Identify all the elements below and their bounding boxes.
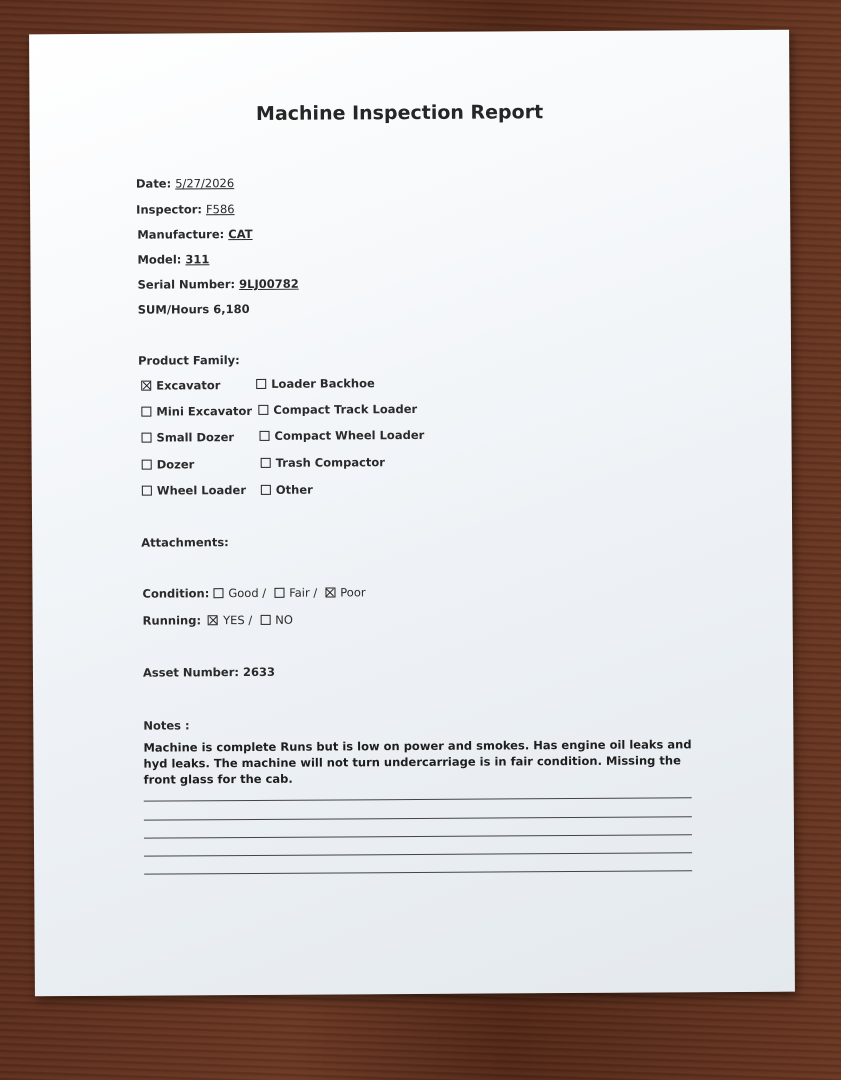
option-compact-wheel-loader[interactable]: Compact Wheel Loader — [259, 428, 424, 443]
option-compact-track-loader[interactable]: Compact Track Loader — [258, 402, 417, 417]
checkbox-poor-checked-icon[interactable] — [325, 587, 335, 597]
condition-label: Condition: — [142, 586, 210, 601]
manufacture-value: CAT — [228, 226, 253, 242]
checkbox-icon[interactable] — [256, 379, 266, 389]
notes-line — [144, 797, 692, 801]
model-row — [137, 252, 209, 266]
asset-label: Asset Number: — [142, 665, 240, 680]
condition-fair: Fair / — [289, 585, 318, 600]
report-title: Machine Inspection Report — [255, 101, 544, 125]
condition-row — [142, 585, 365, 600]
serial-label: Serial Number: — [137, 277, 236, 292]
condition-poor: Poor — [340, 585, 366, 600]
inspector-label: Inspector: — [136, 202, 203, 217]
date-label: Date: — [135, 176, 172, 191]
checkbox-icon[interactable] — [142, 433, 152, 443]
hours-row — [138, 302, 250, 317]
notes-line — [144, 834, 692, 838]
product-family-label: Product Family: — [138, 353, 240, 368]
date-value: 5/27/2026 — [175, 176, 235, 191]
running-label: Running: — [142, 613, 202, 628]
checkbox-icon[interactable] — [261, 458, 271, 468]
running-no: NO — [275, 612, 293, 627]
checkbox-icon[interactable] — [141, 407, 151, 417]
report-paper — [29, 30, 795, 997]
manufacture-row — [137, 227, 252, 242]
checkbox-icon[interactable] — [142, 460, 152, 470]
running-row — [143, 613, 293, 628]
condition-good: Good / — [228, 585, 267, 601]
notes-text: Machine is complete Runs but is low on power and smokes. Has engine oil leaks and hyd leaks. The machine will not turn undercarriage is in fair condition. Missing the front glass for the cab. — [143, 737, 692, 787]
checkbox-icon[interactable] — [261, 485, 271, 495]
checkbox-icon[interactable] — [259, 431, 269, 441]
asset-value: 2633 — [242, 664, 276, 680]
option-wheel-loader[interactable]: Wheel Loader — [142, 483, 246, 498]
option-other[interactable]: Other — [261, 483, 313, 497]
checkbox-icon[interactable] — [258, 405, 268, 415]
notes-line — [144, 870, 692, 874]
checkbox-fair-icon[interactable] — [274, 588, 284, 598]
option-excavator[interactable]: Excavator — [141, 378, 220, 392]
hours-label: SUM/Hours — [137, 302, 210, 317]
option-loader-backhoe[interactable]: Loader Backhoe — [256, 376, 375, 391]
option-small-dozer[interactable]: Small Dozer — [141, 430, 234, 445]
hours-value: 6,180 — [213, 301, 250, 317]
attachments-label: Attachments: — [141, 535, 229, 550]
inspector-value: F586 — [205, 202, 235, 217]
checkbox-yes-checked-icon[interactable] — [208, 615, 218, 625]
serial-value: 9LJ00782 — [239, 276, 299, 292]
option-dozer[interactable]: Dozer — [142, 457, 195, 471]
date-row — [136, 176, 234, 191]
asset-row — [143, 665, 275, 680]
manufacture-label: Manufacture: — [137, 227, 225, 242]
checkbox-no-icon[interactable] — [260, 615, 270, 625]
notes-label: Notes : — [143, 718, 190, 733]
notes-line — [144, 816, 692, 820]
model-label: Model: — [137, 252, 182, 267]
checkbox-checked-icon[interactable] — [141, 381, 151, 391]
running-yes: YES / — [223, 612, 253, 628]
option-mini-excavator[interactable]: Mini Excavator — [141, 404, 252, 419]
serial-row — [138, 277, 299, 292]
inspector-row — [136, 202, 235, 217]
checkbox-icon[interactable] — [142, 486, 152, 496]
model-value: 311 — [185, 252, 210, 267]
option-trash-compactor[interactable]: Trash Compactor — [261, 455, 385, 470]
checkbox-good-icon[interactable] — [213, 588, 223, 598]
notes-line — [144, 852, 692, 856]
